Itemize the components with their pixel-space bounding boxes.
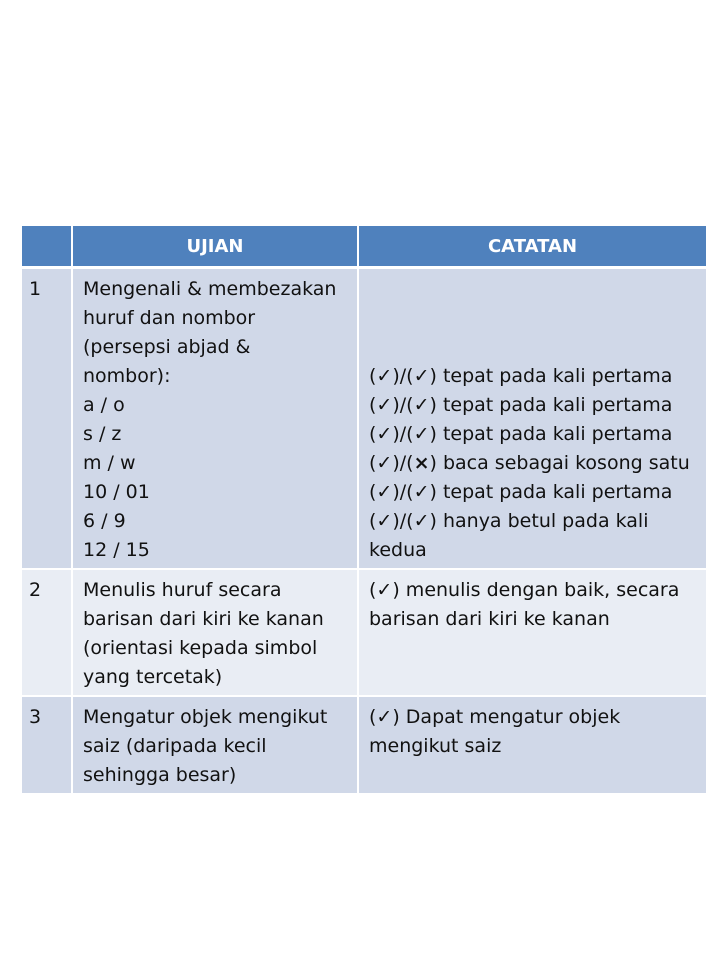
test-text: Menulis huruf secara barisan dari kiri ke kanan (orientasi kepada simbol yang tercetak): [83, 579, 324, 688]
note-line: (✓)/(×) baca sebagai kosong satu: [369, 452, 690, 474]
test-line: nombor):: [83, 365, 171, 387]
table-row: [22, 569, 706, 696]
note-text: tepat pada kali pertama: [436, 394, 673, 416]
note-line: kedua: [369, 539, 427, 561]
cross-mark-icon: ×: [413, 452, 430, 474]
note-line: (✓)/(✓) tepat pada kali pertama: [369, 394, 673, 416]
test-line: 12 / 15: [83, 539, 150, 561]
check-mark-icon: ✓: [413, 481, 430, 503]
note-line: (✓)/(✓) tepat pada kali pertama: [369, 481, 673, 503]
note-text: tepat pada kali pertama: [436, 423, 673, 445]
note-text: baca sebagai kosong satu: [436, 452, 690, 474]
row-number: 3: [22, 696, 72, 794]
assessment-table: [22, 226, 706, 795]
row-number: 1: [22, 268, 72, 570]
check-mark-icon: ✓: [376, 394, 393, 416]
note-line: (✓)/(✓) tepat pada kali pertama: [369, 365, 673, 387]
test-cell: [72, 569, 358, 696]
header-row: [22, 226, 706, 268]
header-catatan: CATATAN: [358, 226, 706, 268]
note-text: Dapat mengatur objek mengikut saiz: [369, 706, 621, 757]
test-line: 10 / 01: [83, 481, 150, 503]
note-line: (✓) menulis dengan baik, secara barisan dari kiri ke kanan: [369, 579, 680, 630]
test-line: a / o: [83, 394, 125, 416]
note-text: tepat pada kali pertama: [436, 481, 673, 503]
test-line: m / w: [83, 452, 136, 474]
header-number: [22, 226, 72, 268]
check-mark-icon: ✓: [413, 423, 430, 445]
row-number: 2: [22, 569, 72, 696]
note-line: (✓) Dapat mengatur objek mengikut saiz: [369, 706, 621, 757]
note-text: tepat pada kali pertama: [436, 365, 673, 387]
check-mark-icon: ✓: [413, 394, 430, 416]
check-mark-icon: ✓: [376, 706, 393, 728]
header-ujian: UJIAN: [72, 226, 358, 268]
note-spacer: [369, 275, 698, 362]
test-cell: [72, 268, 358, 570]
note-cell: [358, 569, 706, 696]
note-cell: [358, 696, 706, 794]
check-mark-icon: ✓: [413, 510, 430, 532]
check-mark-icon: ✓: [376, 423, 393, 445]
check-mark-icon: ✓: [376, 452, 393, 474]
test-line: s / z: [83, 423, 122, 445]
note-text: hanya betul pada kali: [436, 510, 649, 532]
test-line: 6 / 9: [83, 510, 126, 532]
test-cell: [72, 696, 358, 794]
test-line: (persepsi abjad &: [83, 336, 251, 358]
note-line: (✓)/(✓) hanya betul pada kali: [369, 510, 649, 532]
table-row: [22, 696, 706, 794]
note-text: menulis dengan baik, secara barisan dari kiri ke kanan: [369, 579, 680, 630]
note-line: (✓)/(✓) tepat pada kali pertama: [369, 423, 673, 445]
note-cell: [358, 268, 706, 570]
check-mark-icon: ✓: [376, 365, 393, 387]
check-mark-icon: ✓: [413, 365, 430, 387]
test-line: huruf dan nombor: [83, 307, 256, 329]
check-mark-icon: ✓: [376, 579, 393, 601]
check-mark-icon: ✓: [376, 510, 393, 532]
test-text: Mengatur objek mengikut saiz (daripada kecil sehingga besar): [83, 706, 328, 786]
test-line: Mengenali & membezakan: [83, 278, 337, 300]
table-row: [22, 268, 706, 570]
check-mark-icon: ✓: [376, 481, 393, 503]
